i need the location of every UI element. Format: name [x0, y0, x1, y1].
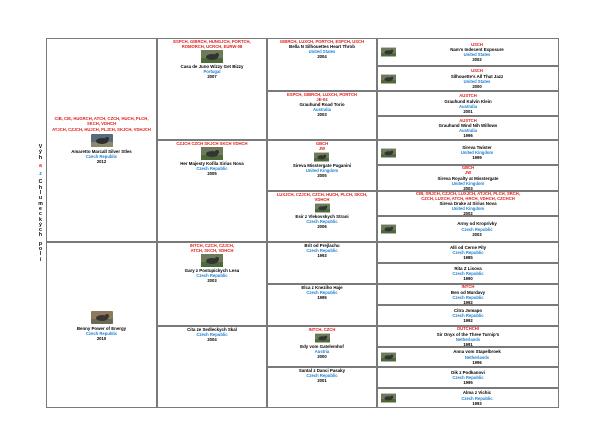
ancestor-name: Silhouette's All That Jazz [450, 73, 504, 79]
ancestor-cell [267, 91, 377, 140]
ancestor-titles: AUSTCH [459, 117, 477, 123]
ancestor-titles: AUSTCH [459, 93, 477, 99]
ancestor-name: Esir z Vlekovskych Strani [295, 214, 349, 220]
ancestor-country: Czech Republic [306, 219, 338, 225]
ancestor-year: 2003 [207, 278, 217, 284]
ancestor-year: 2005 [207, 171, 217, 177]
ancestor-year: 1985 [463, 255, 473, 261]
ancestor-country: Czech Republic [452, 294, 484, 300]
dog-photo-icon [381, 352, 396, 362]
dog-photo-icon [201, 50, 223, 63]
ancestor-name: Edy vom Gatelemhof [300, 344, 344, 350]
ancestor-name: Bella N Silhouettes Heart Throb [289, 44, 355, 50]
side-letter: V [38, 144, 43, 150]
ancestor-cell [377, 388, 559, 408]
ancestor-name: Grauhund Road Torio [299, 102, 345, 108]
ancestor-country: United Kingdom [305, 168, 339, 174]
ancestor-cell [157, 242, 267, 326]
ancestor-country: United States [308, 49, 336, 55]
ancestor-cell [267, 38, 377, 91]
ancestor-name: Gary z Postupickych Lesu [184, 268, 240, 274]
ancestor-year: 1990 [463, 276, 473, 282]
ancestor-country: Czech Republic [196, 273, 228, 279]
sire-titles: CIB, CIE, HUGRCH, ATCH, CZCH, HUCH, PLCH, SKCH, VDHCH ATJCH, CZJCH, HUJCH, PLJCH, SKJCH, VDHJCH [52, 116, 151, 132]
ancestor-titles: INTCH, CZCH, CZJCH, ATCH, SKCH, VDHCH [189, 243, 235, 254]
ancestor-year: 2006 [317, 224, 327, 230]
ancestor-cell [377, 66, 559, 91]
ancestor-name: Sireva Twister [462, 144, 492, 150]
ancestor-year: 2005 [317, 173, 327, 179]
side-letter: h [38, 184, 43, 191]
ancestor-cell [267, 367, 377, 408]
ancestor-titles: INTCH [461, 284, 475, 290]
ancestor-titles: DUTCHCHI [457, 326, 479, 332]
ancestor-titles: CZJCH CZCH SKJCH SKCH VDHCH [176, 141, 248, 146]
ancestor-country: Czech Republic [306, 373, 338, 379]
ancestor-titles: USCH [471, 68, 483, 74]
dam-name: Benny Power of Energy [76, 325, 127, 331]
side-letter: a [39, 162, 42, 169]
ancestor-country: Netherlands [464, 354, 490, 360]
ancestor-cell [377, 263, 559, 284]
ancestor-name: Grauhund Wind Nih Willows [438, 123, 498, 128]
side-letter: e [39, 205, 42, 212]
ancestor-country: Czech Republic [452, 375, 484, 381]
ancestor-titles: GBCH JW [315, 141, 329, 152]
dog-photo-icon [381, 148, 396, 158]
side-letter: ý [39, 149, 42, 156]
ancestor-cell [377, 347, 559, 367]
side-letter: í [39, 256, 42, 263]
ancestor-year: 2004 [207, 337, 217, 343]
ancestor-country: Czech Republic [306, 248, 338, 254]
ancestor-country: Czech Republic [452, 271, 484, 277]
sire-cell [46, 38, 157, 242]
ancestor-cell [267, 242, 377, 284]
ancestor-cell [377, 116, 559, 140]
side-letter: o [38, 246, 43, 253]
dog-photo-icon [314, 152, 329, 162]
ancestor-year: 2001 [463, 108, 473, 114]
ancestor-titles: USCH [471, 41, 483, 47]
ancestor-titles: LUXJCH, CZJCH, CZCH, HUCH, PLCH, SKCH, VDHCH [276, 192, 368, 203]
ancestor-country: Czech Republic [461, 395, 493, 401]
ancestor-year: 1993 [472, 400, 482, 406]
side-letter: z [39, 171, 42, 178]
side-letter: k [39, 216, 42, 223]
ancestor-name: Sir Onyx of the Three Turnip's [436, 331, 500, 337]
ancestor-country: United States [463, 78, 491, 84]
ancestor-name: Ben od Murdavy [450, 289, 486, 295]
ancestor-year: 1999 [472, 155, 482, 161]
sire-country: Czech Republic [85, 153, 118, 159]
ancestor-cell [377, 305, 559, 326]
ancestor-country: Portugal [203, 69, 221, 75]
ancestor-titles: ESPCH, GIBRCH, LUXCH, PORTCH JE-04 [286, 92, 358, 103]
ancestor-country: United Kingdom [451, 180, 485, 186]
side-letter: h [38, 232, 43, 239]
ancestor-name: Brit od Prejlachu [304, 243, 340, 248]
ancestor-year: 2000 [317, 354, 327, 360]
ancestor-cell [267, 284, 377, 326]
ancestor-year: 1991 [463, 341, 473, 347]
ancestor-year: 2004 [317, 54, 327, 60]
ancestor-cell [267, 191, 377, 242]
dog-photo-icon [315, 333, 330, 343]
dam-cell [46, 242, 157, 408]
dog-photo-icon [381, 224, 396, 234]
ancestor-year: 2002 [472, 57, 482, 63]
ancestor-year: 1995 [317, 295, 327, 301]
ancestor-name: Santal z Danci Pasaky [298, 368, 346, 373]
dog-photo-icon [381, 74, 396, 84]
ancestor-name: Sireva Drake at Sirius Nova [439, 201, 497, 207]
ancestor-cell [157, 140, 267, 242]
ancestor-country: Czech Republic [461, 226, 493, 232]
ancestor-name: Her Majesty Kofila Sirius Nova [180, 161, 244, 167]
side-letter: c [39, 211, 42, 218]
ancestor-titles: GIBRCH, LUXCH, PORTCH, ESPCH, USCH [279, 39, 365, 44]
dog-photo-icon [315, 203, 330, 213]
ancestor-titles: GBCH JW [461, 165, 475, 176]
ancestor-country: Austria [314, 349, 330, 355]
side-letter: u [38, 195, 43, 202]
sire-year: 2012 [96, 158, 107, 164]
ancestor-country: Netherlands [455, 336, 481, 342]
ancestor-cell [377, 165, 559, 191]
ancestor-year: 1996 [463, 133, 473, 139]
ancestor-titles: CIB, SRJCH, CZJCH, LUXJCH, ATJCH, PLCH, SRCH, CZCH, LUXCH, ATCH, HRCH, VDHCH, CZCHCH [416, 191, 520, 201]
ancestor-year: 2002 [463, 211, 473, 216]
ancestor-country: Czech Republic [452, 250, 484, 256]
ancestor-year: 2007 [207, 74, 217, 80]
ancestor-name: Grauhund Kalvin Klein [444, 98, 492, 104]
ancestor-country: Australia [459, 103, 477, 109]
ancestor-cell [377, 38, 559, 66]
dam-year: 2010 [96, 336, 107, 342]
side-letter: h [38, 154, 43, 161]
dog-photo-icon [91, 311, 113, 324]
ancestor-year: 2003 [463, 185, 473, 191]
ancestor-country: Czech Republic [306, 290, 338, 296]
ancestor-cell [377, 216, 559, 242]
side-letter: p [38, 240, 43, 247]
ancestor-name: Sireva Royalty at Misstergate [437, 175, 499, 181]
side-letter: m [38, 200, 43, 207]
ancestor-year: 1992 [463, 318, 473, 324]
ancestor-year: 1992 [463, 299, 473, 305]
ancestor-year: 1996 [472, 359, 482, 365]
ancestor-titles: ESPCH, GIBRCH, HUNGJCH, PORTCH, ROMORCH, UCRCH, EURW-08 [173, 39, 251, 50]
dog-photo-icon [201, 147, 223, 160]
ancestor-country: Czech Republic [196, 166, 228, 172]
ancestor-year: 1995 [463, 380, 473, 386]
ancestor-cell [377, 91, 559, 116]
ancestor-country: United States [463, 52, 491, 58]
ancestor-country: Czech Republic [196, 332, 228, 338]
ancestor-year: 1993 [317, 253, 327, 259]
dog-photo-icon [381, 47, 396, 57]
ancestor-cell [157, 38, 267, 140]
ancestor-country: Australia [459, 128, 477, 134]
ancestor-cell [267, 326, 377, 367]
ancestor-cell [267, 140, 377, 191]
dog-photo-icon [201, 254, 223, 267]
side-letter: C [38, 179, 43, 186]
ancestor-name: Anna vom Stapelbroek [453, 349, 501, 355]
ancestor-name: Alli od Cerne Pily [449, 244, 487, 250]
dam-country: Czech Republic [85, 331, 118, 337]
ancestor-name: Sireva Misstergate Paganini [292, 163, 352, 169]
ancestor-titles: INTCH, CZCH [308, 327, 336, 332]
ancestor-name: Cita ze Sedleckych Skal [187, 327, 237, 332]
ancestor-year: 2000 [472, 83, 482, 89]
ancestor-name: Rita Z Lisova [454, 265, 482, 271]
ancestor-name: Elca z Kneziho Haje [301, 285, 343, 290]
ancestor-country: Czech Republic [452, 313, 484, 319]
ancestor-country: United Kingdom [460, 150, 494, 156]
ancestor-name: Alma z Vichic [462, 390, 492, 396]
ancestor-country: Australia [313, 107, 331, 113]
ancestor-cell [157, 326, 267, 408]
ancestor-name: Army od Kroprivky [457, 221, 497, 227]
ancestor-cell [377, 367, 559, 388]
dog-photo-icon [381, 393, 396, 403]
side-letter: c [39, 227, 42, 234]
ancestor-cell [377, 140, 559, 165]
ancestor-year: 2003 [472, 231, 482, 237]
side-letter: ý [39, 221, 42, 228]
ancestor-name: Casa de Juno Wizzy Get Bizzy [180, 64, 244, 70]
sire-name: Amaretto Marcall Silver Stles [71, 148, 132, 154]
ancestor-cell [377, 242, 559, 263]
ancestor-cell [377, 326, 559, 347]
side-letter: l [39, 251, 42, 258]
ancestor-year: 2001 [317, 378, 327, 384]
ancestor-name: Citra Jomapo [453, 307, 483, 313]
side-letter: l [39, 190, 42, 197]
ancestor-name: Nam's Indecent Exposure [450, 47, 504, 52]
ancestor-year: 2003 [317, 112, 327, 118]
dog-photo-icon [91, 134, 113, 147]
ancestor-cell [377, 191, 559, 216]
ancestor-country: United Kingdom [451, 206, 485, 212]
vertical-kennel-label [36, 145, 45, 270]
ancestor-name: Dik z Podkanovi [451, 369, 485, 375]
ancestor-cell [377, 284, 559, 305]
